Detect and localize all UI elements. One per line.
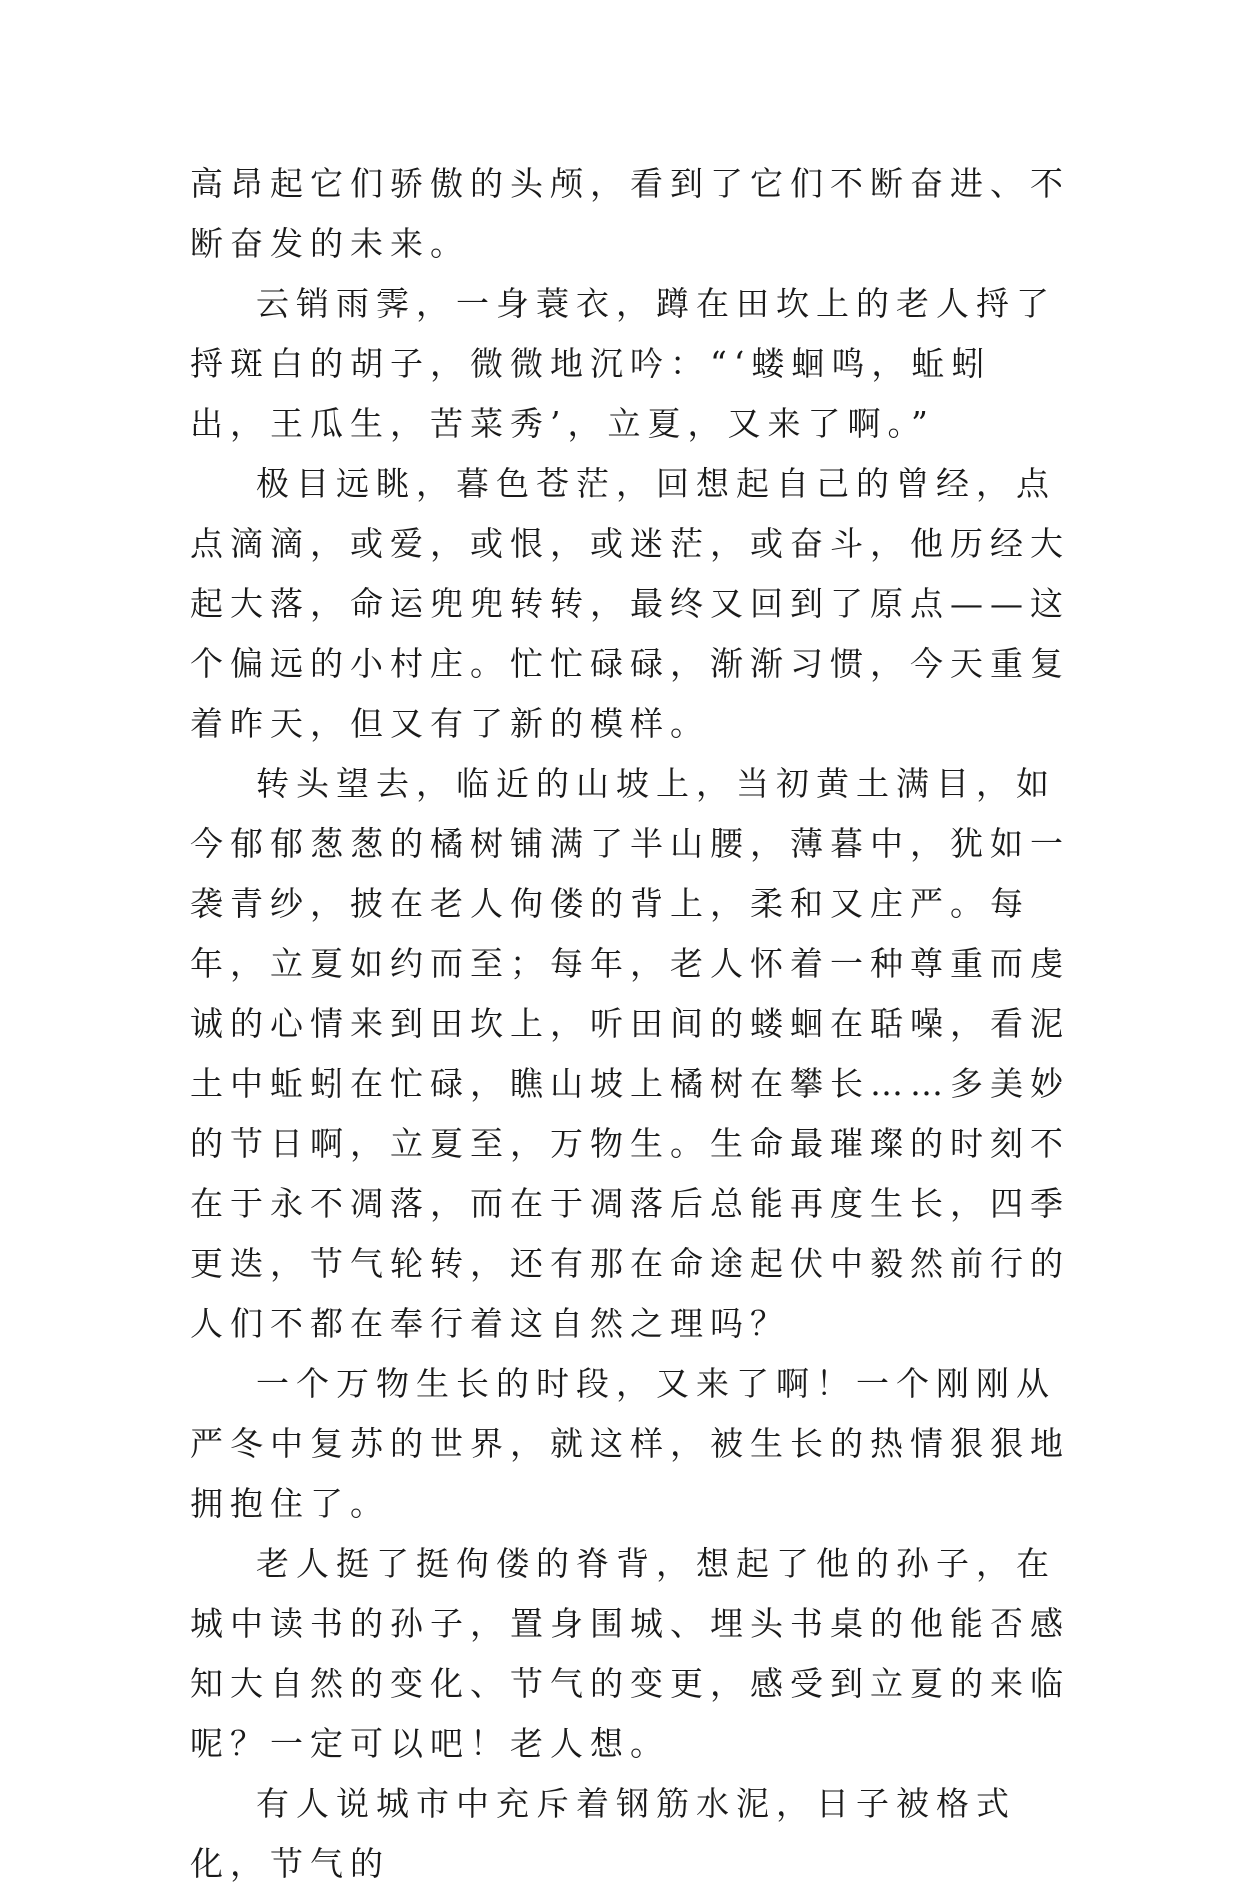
paragraph-1: 高昂起它们骄傲的头颅，看到了它们不断奋进、不断奋发的未来。 — [190, 164, 1070, 263]
document-body — [190, 154, 1070, 1894]
paragraph-2: 云销雨霁，一身蓑衣，蹲在田坎上的老人捋了捋斑白的胡子，微微地沉吟：“‘蝼蛔鸣，蚯蚓出，王瓜生，苦菜秀’，立夏，又来了啊。” — [190, 284, 1056, 443]
paragraph-7: 有人说城市中充斥着钢筋水泥，日子被格式化，节气的 — [190, 1784, 1016, 1883]
paragraph-5: 一个万物生长的时段，又来了啊！一个刚刚从严冬中复苏的世界，就这样，被生长的热情狠狠地拥抱住了。 — [190, 1364, 1070, 1523]
paragraph-6: 老人挺了挺佝偻的脊背，想起了他的孙子，在城中读书的孙子，置身围城、埋头书桌的他能否感知大自然的变化、节气的变更，感受到立夏的来临呢？一定可以吧！老人想。 — [190, 1544, 1070, 1763]
paragraph-3: 极目远眺，暮色苍茫，回想起自己的曾经，点点滴滴，或爱，或恨，或迷茫，或奋斗，他历经大起大落，命运兜兜转转，最终又回到了原点——这个偏远的小村庄。忙忙碌碌，渐渐习惯，今天重复着昨天，但又有了新的模样。 — [190, 464, 1070, 743]
paragraph-4: 转头望去，临近的山坡上，当初黄土满目，如今郁郁葱葱的橘树铺满了半山腰，薄暮中，犹如一袭青纱，披在老人佝偻的背上，柔和又庄严。每年，立夏如约而至；每年，老人怀着一种尊重而虔诚的心情来到田坎上，听田间的蝼蛔在聒噪，看泥土中蚯蚓在忙碌，瞧山坡上橘树在攀长……多美妙的节日啊，立夏至，万物生。生命最璀璨的时刻不在于永不凋落，而在于凋落后总能再度生长，四季更迭，节气轮转，还有那在命途起伏中毅然前行的人们不都在奉行着这自然之理吗？ — [190, 764, 1070, 1343]
